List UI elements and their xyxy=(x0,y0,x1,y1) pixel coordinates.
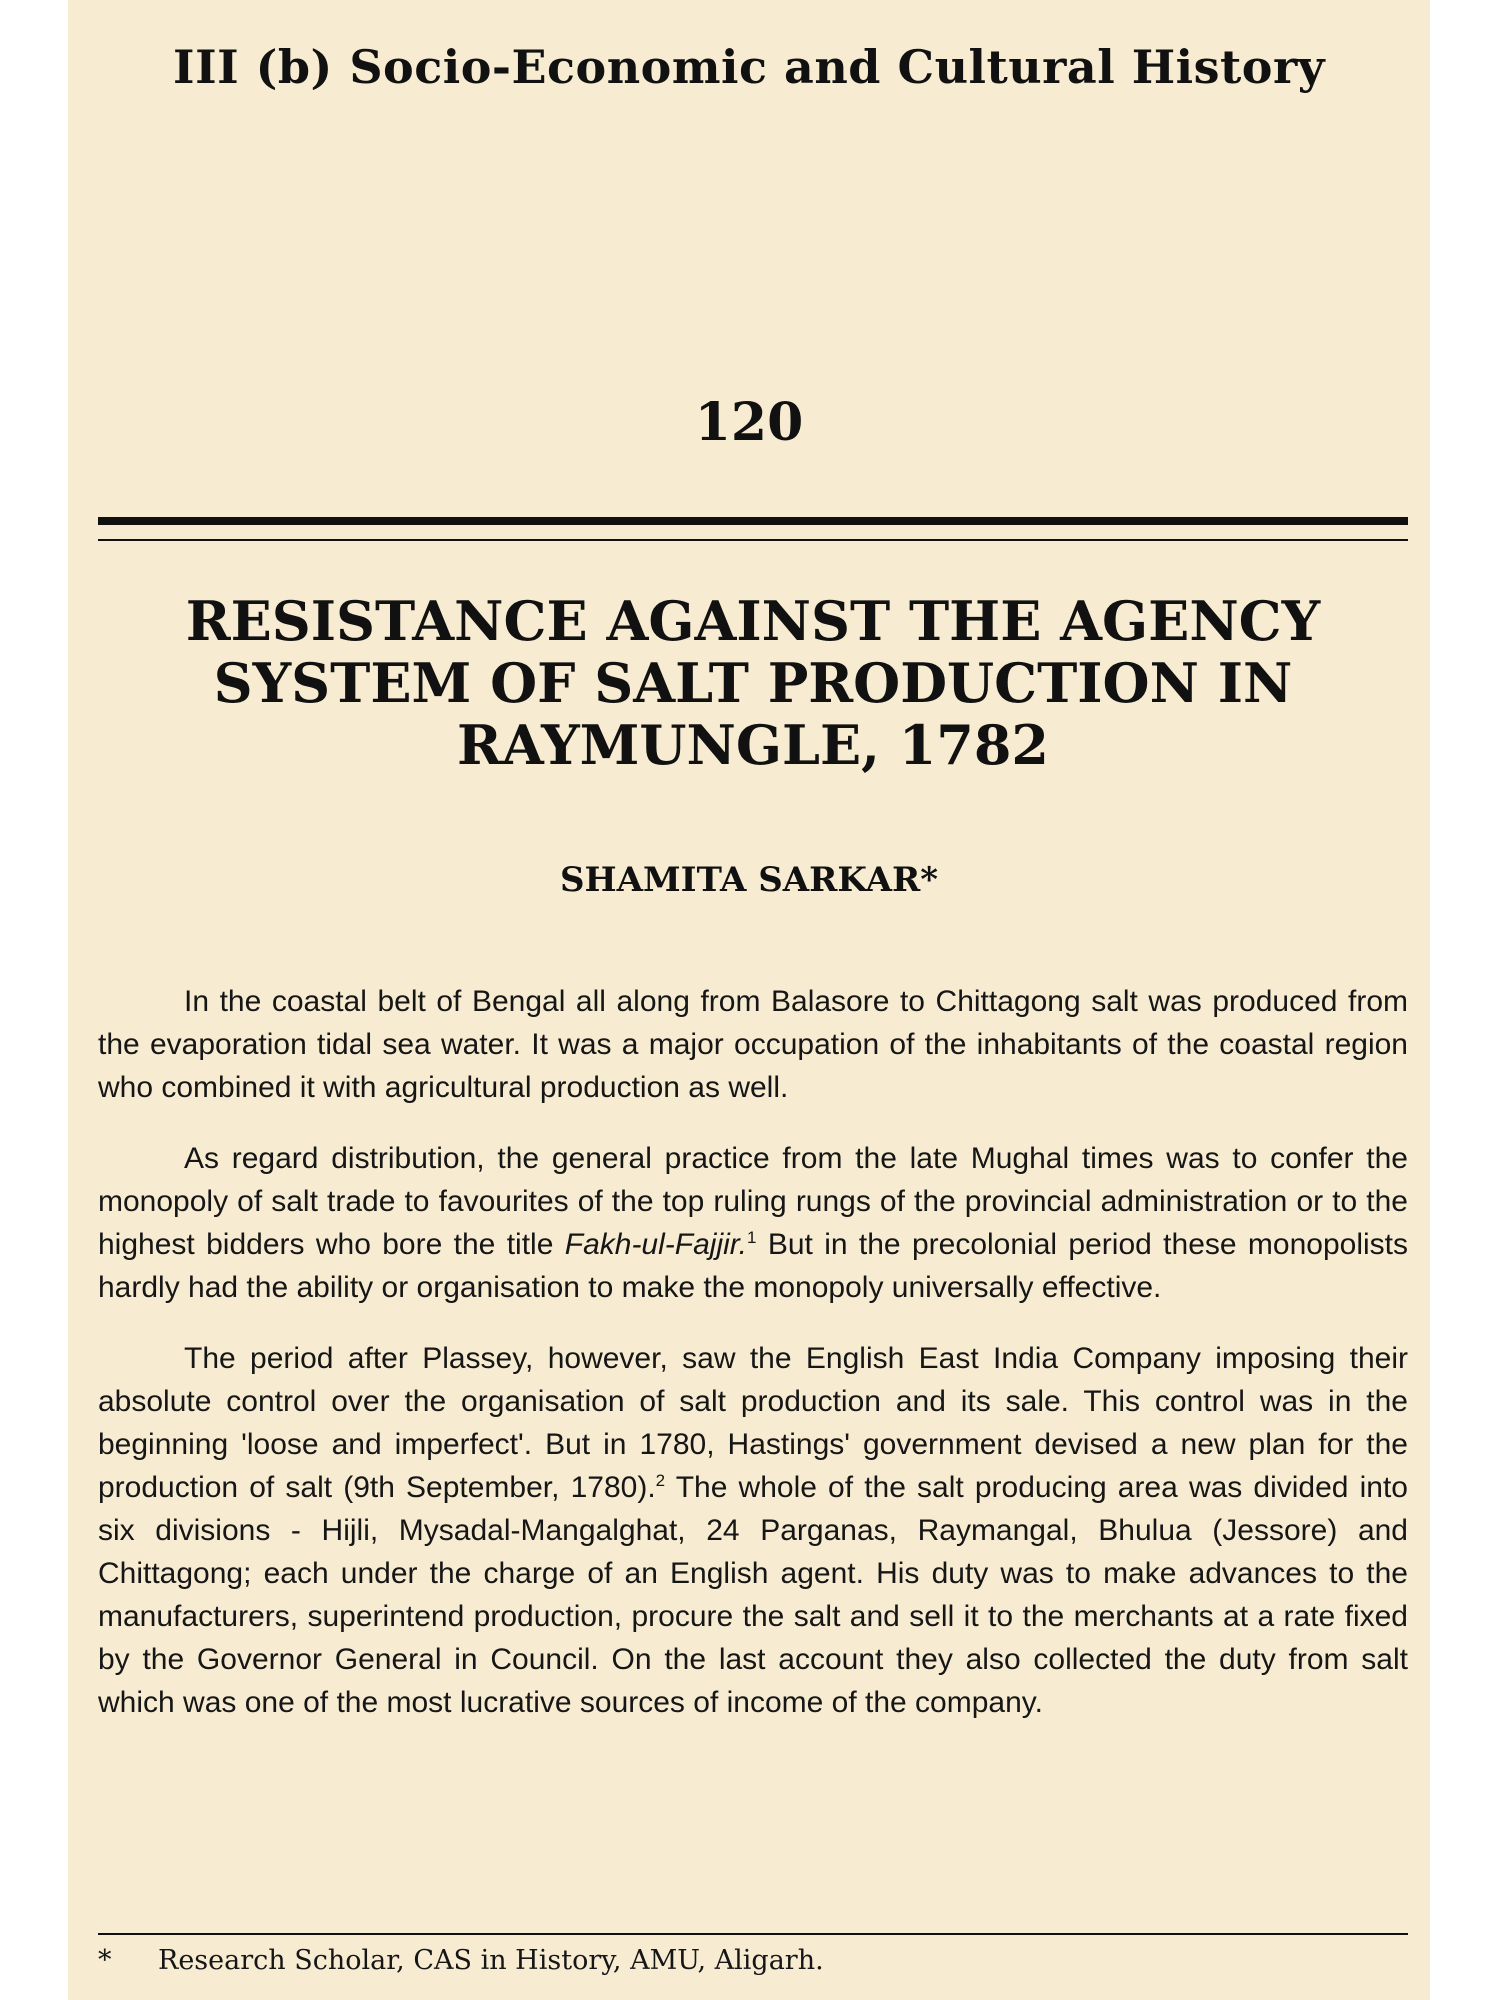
chapter-number: 120 xyxy=(694,392,804,453)
paragraph-text: The period after Plassey, however, saw the English East India Company imposing their absolute control over the organisation of salt production and its sale. This control was in the beginning 'loose and imperfect'. But in 1780, Hastings' government devised a new plan for the production of salt (9th September, 1780). xyxy=(98,1342,1408,1504)
footnote-marker: * xyxy=(98,1945,112,1976)
title-line: RESISTANCE AGAINST THE AGENCY xyxy=(185,589,1321,653)
article-body xyxy=(98,980,1408,1752)
footnote-ref: 2 xyxy=(655,1471,666,1490)
footnote xyxy=(98,1945,824,1976)
title-line: RAYMUNGLE, 1782 xyxy=(457,713,1049,777)
article-title xyxy=(108,590,1398,776)
book-page xyxy=(68,0,1430,2000)
section-heading: III (b) Socio-Economic and Cultural History xyxy=(173,40,1325,94)
italic-term: Fakh-ul-Fajjir. xyxy=(564,1228,747,1261)
paragraph xyxy=(98,1137,1408,1309)
title-rule-thick xyxy=(98,517,1408,525)
paragraph-text: In the coastal belt of Bengal all along from Balasore to Chittagong salt was produced from the evaporation tidal sea water. It was a major occupation of the inhabitants of the coastal region who combined it with agricultural production as well. xyxy=(98,985,1408,1104)
paragraph-text: The whole of the salt producing area was divided into six divisions - Hijli, Mysadal-Mangalghat, 24 Parganas, Raymangal, Bhulua (Jessore) and Chittagong; each under the charge of an English agent. His duty was to make advances to the manufacturers, superintend production, procure the salt and sell it to the merchants at a rate fixed by the Governor General in Council. On the last account they also collected the duty from salt which was one of the most lucrative sources of income of the company. xyxy=(98,1471,1408,1719)
title-rule-thin xyxy=(98,539,1408,541)
paragraph-text: But in the precolonial period these monopolists hardly had the ability or organisation to make the monopoly universally effective. xyxy=(98,1228,1409,1304)
paragraph xyxy=(98,1337,1408,1724)
title-line: SYSTEM OF SALT PRODUCTION IN xyxy=(213,651,1293,715)
paragraph-text: As regard distribution, the general practice from the late Mughal times was to confer the monopoly of salt trade to favourites of the top ruling rungs of the provincial administration or to the highest bidders who bore the title xyxy=(98,1142,1408,1261)
paragraph xyxy=(98,980,1408,1109)
footnote-text: Research Scholar, CAS in History, AMU, Aligarh. xyxy=(158,1945,824,1976)
footnote-rule xyxy=(98,1933,1408,1935)
author-name: SHAMITA SARKAR* xyxy=(559,860,939,900)
footnote-ref: 1 xyxy=(747,1228,757,1247)
